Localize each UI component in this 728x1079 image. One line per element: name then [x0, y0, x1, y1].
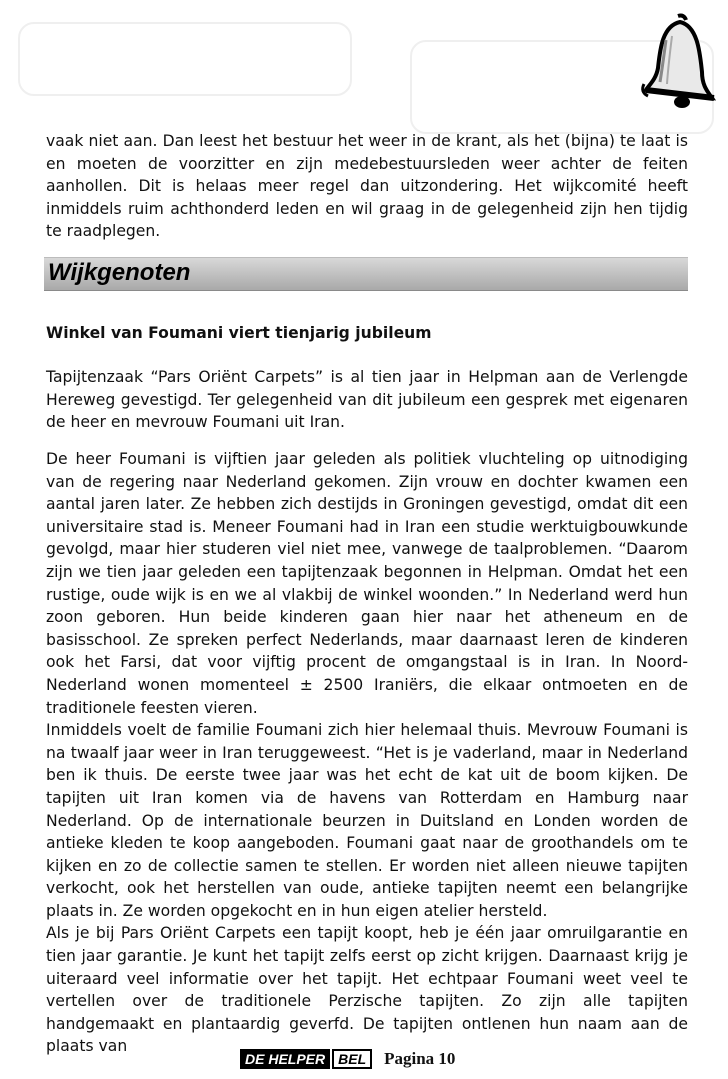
page-number: Pagina 10: [384, 1049, 456, 1068]
logo-part-bel: BEL: [332, 1049, 372, 1069]
publication-logo: [240, 1049, 372, 1069]
page-footer: [240, 1046, 455, 1072]
section-banner: [44, 257, 688, 291]
section-title: Wijkgenoten: [48, 259, 191, 286]
show-through-frame: [18, 22, 352, 96]
logo-part-helper: DE HELPER: [240, 1049, 330, 1069]
article-title: Winkel van Foumani viert tienjarig jubileum: [46, 324, 432, 342]
body-paragraph: De heer Foumani is vijftien jaar geleden als politiek vluchteling op uitnodiging van de regering naar Nederland gekomen. Zijn vrouw en dochter kwamen een aantal jaren later. Ze hebben zich destijds in Groningen gevestigd, omdat dit een universitaire stad is. Meneer Foumani had in Iran een studie werktuigbouwkunde gevolgd, maar hier studeren viel niet mee, vanwege de taalproblemen. “Daarom zijn we tien jaar geleden een tapijtenzaak begonnen in Helpman. Omdat het een rustige, oude wijk is en we al vlakbij de winkel woonden.” In Nederland werd hun zoon geboren. Hun beide kinderen gaan hier naar het atheneum en de basisschool. Ze spreken perfect Nederlands, maar daarnaast leren de kinderen ook het Farsi, dat voor vijftig procent de omgangstaal is in Iran. In Noord-Nederland wonen momenteel ± 2500 Iraniërs, die elkaar ontmoeten en de traditionele feesten vieren.: [46, 450, 688, 717]
article-body: [46, 448, 688, 1058]
body-paragraph: Als je bij Pars Oriënt Carpets een tapijt koopt, heb je één jaar omruilgarantie en tien jaar garantie. Je kunt het tapijt zelfs eerst op zicht krijgen. Daarnaast krijg je uiteraard veel informatie over het tapijt. Het echtpaar Foumani weet veel te vertellen over de traditionele Perzische tapijten. Zo zijn alle tapijten handgemaakt en plantaardig geverfd. De tapijten ontlenen hun naam aan de plaats van: [46, 924, 688, 1056]
bell-icon: [640, 10, 720, 110]
intro-paragraph: vaak niet aan. Dan leest het bestuur het weer in de krant, als het (bijna) te laat is en moeten de voorzitter en zijn medebestuursleden weer achter de feiten aanhollen. Dit is helaas meer regel dan uitzondering. Het wijkcomité heeft inmiddels ruim achthonderd leden en wil graag in de gelegenheid zijn hen tijdig te raadplegen.: [46, 132, 688, 241]
body-paragraph: Inmiddels voelt de familie Foumani zich hier helemaal thuis. Mevrouw Foumani is na twaalf jaar weer in Iran teruggeweest. “Het is je vaderland, maar in Nederland ben ik thuis. De eerste twee jaar was het echt de kat uit de boom kijken. De tapijten uit Iran komen via de havens van Rotterdam en Hamburg naar Nederland. Op de internationale beurzen in Duitsland en Londen worden de antieke kleden te koop aangeboden. Foumani gaat naar de groothandels om te kijken en zo de collectie samen te stellen. Er worden niet alleen nieuwe tapijten verkocht, ook het herstellen van oude, antieke tapijten neemt een belangrijke plaats in. Ze worden opgekocht en in hun eigen atelier hersteld.: [46, 721, 688, 920]
lead-paragraph: Tapijtenzaak “Pars Oriënt Carpets” is al tien jaar in Helpman aan de Verlengde Hereweg gevestigd. Ter gelegenheid van dit jubileum een gesprek met eigenaren de heer en mevrouw Foumani uit Iran.: [46, 368, 688, 432]
